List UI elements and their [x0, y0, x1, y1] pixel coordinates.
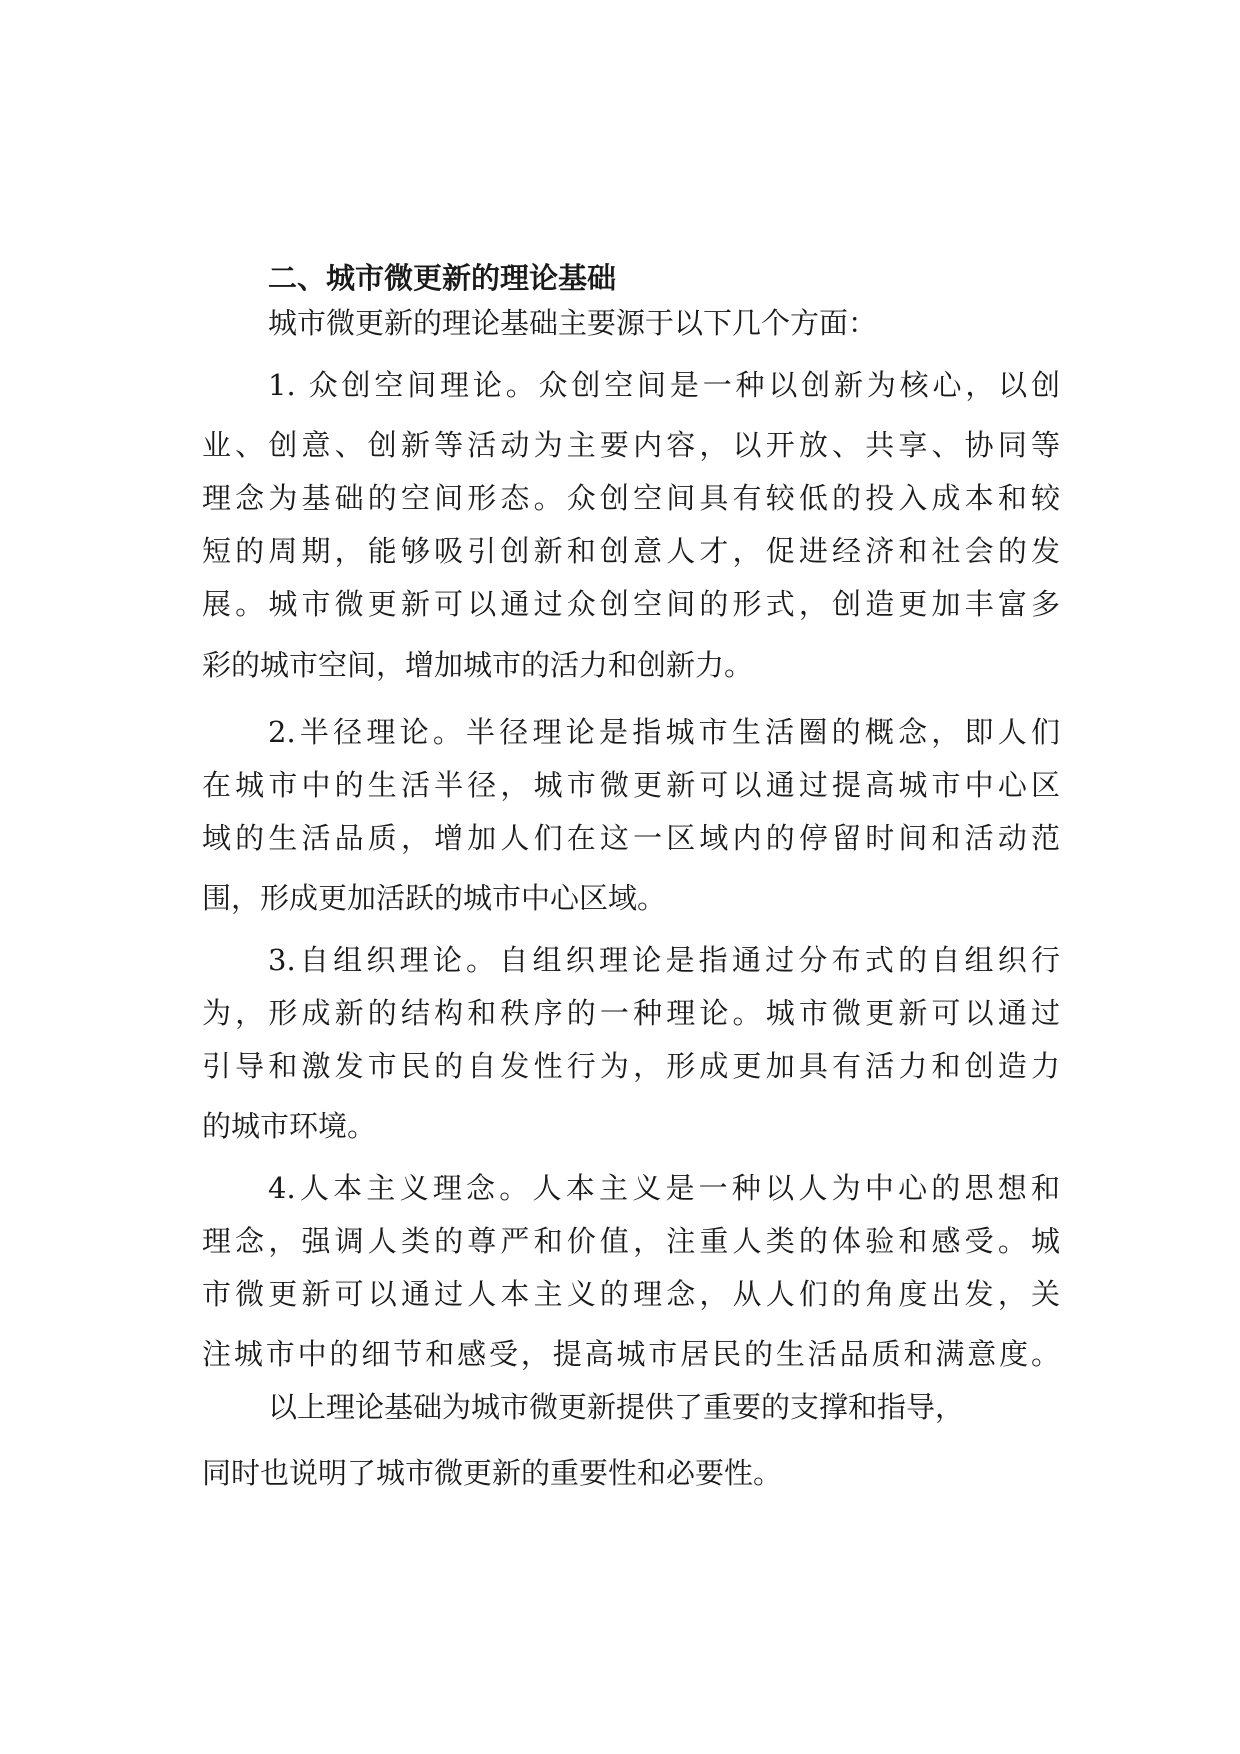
paragraph-line: 1. 众创空间理论。众创空间是一种以创新为核心，以创	[268, 368, 1060, 402]
paragraph-line: 在城市中的生活半径，城市微更新可以通过提高城市中心区	[202, 768, 1060, 802]
paragraph-line: 为，形成新的结构和秩序的一种理论。城市微更新可以通过	[202, 996, 1060, 1030]
paragraph-line: 引导和激发市民的自发性行为，形成更加具有活力和创造力	[202, 1049, 1060, 1083]
paragraph-line: 彩的城市空间，增加城市的活力和创新力。	[202, 648, 754, 682]
paragraph-line: 域的生活品质，增加人们在这一区域内的停留时间和活动范	[202, 821, 1060, 855]
paragraph-line: 围，形成更加活跃的城市中心区域。	[202, 881, 667, 915]
paragraph-line: 4.人本主义理念。人本主义是一种以人为中心的思想和	[268, 1171, 1060, 1205]
section-heading: 二、城市微更新的理论基础	[268, 261, 617, 295]
paragraph-line: 的城市环境。	[202, 1109, 377, 1143]
paragraph-line: 以上理论基础为城市微更新提供了重要的支撑和指导，	[268, 1390, 965, 1424]
paragraph-line: 短的周期，能够吸引创新和创意人才，促进经济和社会的发	[202, 534, 1060, 568]
paragraph-line: 理念，强调人类的尊严和价值，注重人类的体验和感受。城	[202, 1224, 1060, 1258]
paragraph-line: 市微更新可以通过人本主义的理念，从人们的角度出发，关	[202, 1277, 1060, 1311]
intro-line: 城市微更新的理论基础主要源于以下几个方面：	[268, 306, 878, 340]
paragraph-line: 注城市中的细节和感受，提高城市居民的生活品质和满意度。	[202, 1337, 1060, 1371]
paragraph-line: 同时也说明了城市微更新的重要性和必要性。	[202, 1456, 783, 1490]
paragraph-line: 3.自组织理论。自组织理论是指通过分布式的自组织行	[268, 943, 1060, 977]
paragraph-line: 业、创意、创新等活动为主要内容，以开放、共享、协同等	[202, 428, 1060, 462]
paragraph-line: 2.半径理论。半径理论是指城市生活圈的概念，即人们	[268, 715, 1060, 749]
paragraph-line: 展。城市微更新可以通过众创空间的形式，创造更加丰富多	[202, 587, 1060, 621]
paragraph-line: 理念为基础的空间形态。众创空间具有较低的投入成本和较	[202, 481, 1060, 515]
